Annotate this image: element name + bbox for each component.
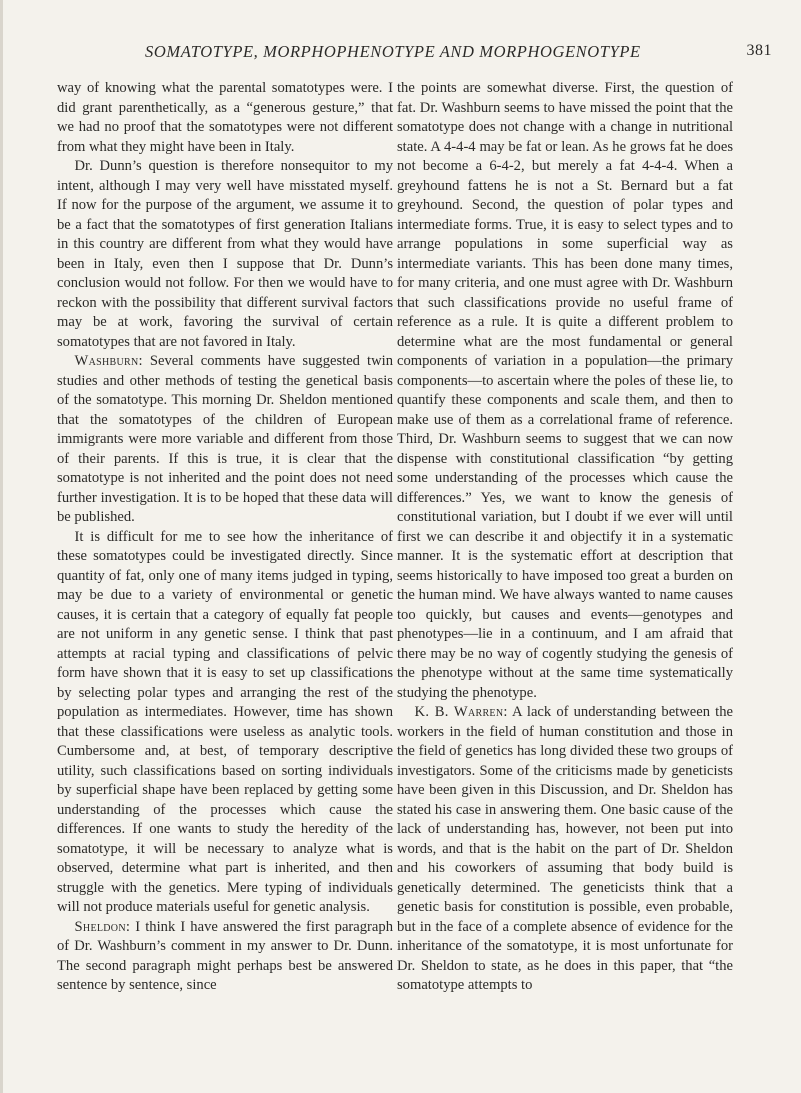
paragraph (57, 352, 393, 528)
paragraph: It is difficult for me to see how the inheritance of these somatotypes could be investigated directly. Since quantity of fat, only one of many items judged in typing, may be due to a variety of environmental or genetic causes, it is certain that a category of equally fat people are not uniform in any genetic sense. I think that past attempts at racial typing and classifications of pelvic form have shown that it is easy to set up classifications by selecting polar types and arranging the rest of the population as intermediates. However, time has shown that these classifications were useless as analytic tools. Cumbersome and, at best, of temporary descriptive utility, such classifications based on sorting individuals by superficial shape have been replaced by getting some understanding of the processes which cause the differences. If one wants to study the heredity of the somatotype, it will be necessary to analyze what is observed, determine what part is inherited, and then struggle with the genetics. Mere typing of individuals will not produce materials useful for genetic analysis. (57, 528, 393, 915)
page-number: 381 (746, 42, 772, 59)
paragraph: the points are somewhat diverse. First, the question of fat. Dr. Washburn seems to have missed the point that the somatotype does not change with a change in nutritional state. A 4-4-4 may be fat or lean. As he grows fat he does not become a 6-4-2, but merely a fat 4-4-4. When a greyhound fattens he is not a St. Bernard but a fat greyhound. Second, the question of polar types and intermediate forms. True, it is easy to select types and to arrange populations in some superficial way as intermediate variants. This has been done many times, for many criteria, and one must agree with Dr. Washburn that such classifications provide no useful frame of reference as a rule. It is quite a different problem to determine what are the most fundamental or general components of variation in a population—the primary components—to ascertain where the poles of these lie, to quantify these components and scale them, and then to make use of them as a correlational frame of reference. Third, Dr. Washburn seems to suggest that we can now dispense with constitutional classification “by getting some understanding of the processes which cause the differences.” Yes, we want to know the genesis of constitutional variation, but I doubt if we ever will until first we can describe it and objectify it in a systematic manner. It is the systematic effort at description that seems historically to have imposed too great a burden on the human mind. We have always wanted to name causes too quickly, but causes and events—genotypes and phenotypes—lie in a continuum, and I am afraid that there may be no way of cogently studying the genesis of the phenotype without at the same time systematically studying the phenotype. (397, 80, 733, 701)
speaker-text: A lack of understanding between the workers in the field of human constitution and those in the field of genetics has long divided these two groups of investigators. Some of the criticisms made by geneticists have been given in this Discussion, and Dr. Sheldon has stated his case in answering them. One basic cause of the lack of understanding has, however, not been put into words, and that is the habit on the part of Dr. Sheldon and his coworkers of assuming that body build is genetically determined. The geneticists think that a genetic basis for constitution is possible, even probable, but in the face of a complete absence of evidence for the inheritance of the somatotype, it is most unfortunate for Dr. Sheldon to state, as he does in this paper, that “the somatotype attempts to (397, 704, 733, 993)
speaker-name: K. B. Warren: (414, 704, 508, 720)
paragraph: Dr. Dunn’s question is therefore nonsequitor to my intent, although I may very well have misstated myself. If now for the purpose of the argument, we assume it to be a fact that the somatotypes of first generation Italians in this country are different from what they would have been in Italy, even then I suppose that Dr. Dunn’s conclusion would not follow. For then we would have to reckon with the possibility that different survival factors may be at work, favoring the survival of certain somatotypes that are not favored in Italy. (57, 158, 393, 350)
speaker-name: Washburn: (74, 353, 143, 369)
page-header (60, 42, 772, 66)
right-column (397, 79, 733, 996)
paragraph (57, 918, 393, 996)
paragraph (397, 703, 733, 996)
running-title: SOMATOTYPE, MORPHOPHENOTYPE AND MORPHOGENOTYPE (145, 42, 641, 61)
speaker-name: Sheldon: (74, 918, 131, 935)
paragraph: way of knowing what the parental somatotypes were. I did grant parenthetically, as a “generous gesture,” that we had no proof that the somatotypes were not different from what they might have been in Italy. (57, 80, 393, 155)
speaker-text: I think I have answered the first paragraph of Dr. Washburn’s comment in my answer to Dr. Dunn. The second paragraph might perhaps best be answered sentence by sentence, since (57, 918, 393, 993)
speaker-text: Several comments have suggested twin studies and other methods of testing the genetical basis of the somatotype. This morning Dr. Sheldon mentioned that the somatotypes of the children of European immigrants were more variable and different from those of their parents. If this is true, it is clear that the somatotype is not inherited and the point does not need further investigation. It is to be hoped that these data will be published. (57, 353, 393, 525)
left-column (57, 79, 393, 996)
page-edge (0, 0, 3, 1093)
